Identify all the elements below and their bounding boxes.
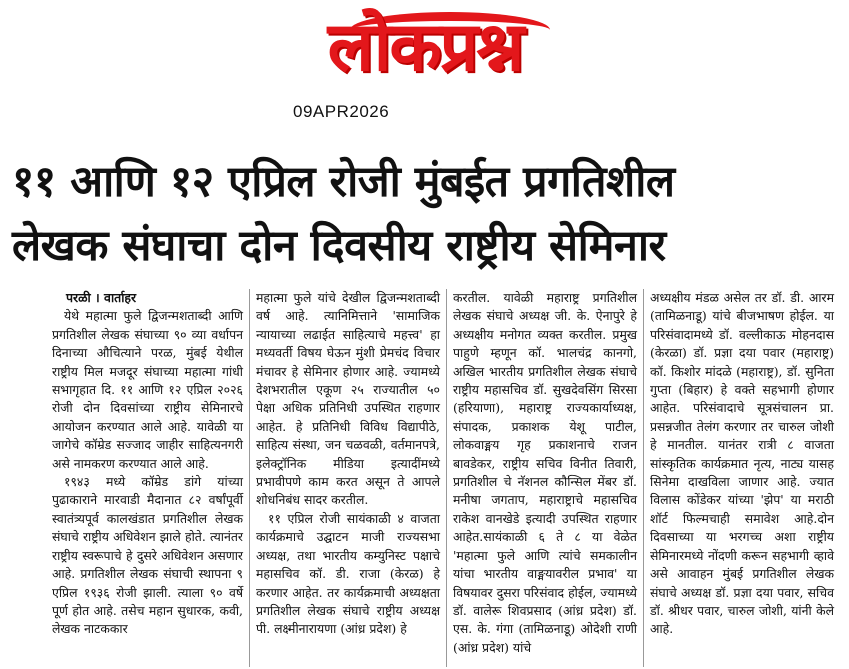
article-column-3 [446,289,643,667]
paragraph: येथे महात्मा फुले द्विजन्मशताब्दी आणि प्रगतिशील लेखक संघाच्या ९० व्या वर्धापन दिनाच्या औचित्याने परळ, मुंबई येथील राष्ट्रीय मिल मजदूर संघाच्या महात्मा गांधी सभागृहात दि. ११ आणि १२ एप्रिल २०२६ रोजी दोन दिवसांच्या राष्ट्रीय सेमिनारचे आयोजन करण्यात आले आहे. यावेळी या जागेचे कॉम्रेड सज्जाद जाहीर साहित्यनगरी असे नामकरण करण्यात आले आहे. [52,308,243,471]
headline [12,150,842,278]
article-column-1 [52,289,249,667]
paragraph: करतील. यावेळी महाराष्ट्र प्रगतिशील लेखक संघाचे अध्यक्ष जी. के. ऐनापुरे हे अध्यक्षीय मनोगत व्यक्त करतील. प्रमुख पाहुणे म्हणून कॉ. भालचंद्र कानगो, अखिल भारतीय प्रगतिशील लेखक संघाचे राष्ट्रीय महासचिव डॉ. सुखदेवसिंग सिरसा (हरियाणा), महाराष्ट्र राज्यकार्याध्यक्ष, संपादक, प्रकाशक येशू पाटील, लोकवाङ्मय गृह प्रकाशनाचे राजन बावडेकर, राष्ट्रीय सचिव विनीत तिवारी, प्रगतिशील चे नॅशनल कौन्सिल मेंबर डॉ. मनीषा जगताप, महाराष्ट्राचे महासचिव राकेश वानखेडे इत्यादी उपस्थित राहणार आहेत.सायंकाळी ६ ते ८ या वेळेत 'महात्मा फुले आणि त्यांचे समकालीन यांचा भारतीय वाङ्मयावरील प्रभाव' या विषयावर दुसरा परिसंवाद होईल, ज्यामध्ये डॉ. वालेरू शिवप्रसाद (आंध्र प्रदेश) डॉ. एस. के. गंगा (तामिळनाडू) ओदेशी राणी (आंध्र प्रदेश) यांचे [453,290,637,655]
paragraph: अध्यक्षीय मंडळ असेल तर डॉ. डी. आरम (तामिळनाडू) यांचे बीजभाषण होईल. या परिसंवादामध्ये डॉ. वल्लीकाऊ मोहनदास (केरळा) डॉ. प्रज्ञा दया पवार (महाराष्ट्र) कॉ. किशोर मांदळे (महाराष्ट्र), डॉ. सुनिता गुप्ता (बिहार) हे वक्ते सहभागी होणार आहेत. परिसंवादाचे सूत्रसंचालन प्रा. प्रसन्नजीत तेलंग करणार तर चारुल जोशी हे मानतील. यानंतर रात्री ८ वाजता सांस्कृतिक कार्यक्रमात नृत्य, नाट्य यासह सिनेमा दाखविला जाणार आहे. ज्यात विलास कोंडेकर यांच्या 'झेप' या मराठी शॉर्ट फिल्मचाही समावेश आहे.दोन दिवसाच्या या भरगच्च अशा राष्ट्रीय सेमिनारमध्ये नोंदणी करून सहभागी व्हावे असे आवाहन मुंबई प्रगतिशील लेखक संघाचे अध्यक्ष डॉ. प्रज्ञा दया पवार, सचिव डॉ. श्रीधर पवार, चारुल जोशी, यांनी केले आहे. [650,290,834,637]
article-column-2 [249,289,446,667]
article-column-4 [643,289,840,667]
headline-line-1: ११ आणि १२ एप्रिल रोजी मुंबईत प्रगतिशील [12,157,675,207]
edition-date: 09APR2026 [293,102,390,121]
paragraph: महात्मा फुले यांचे देखील द्विजन्मशताब्दी वर्ष आहे. त्यानिमित्ताने 'सामाजिक न्यायाच्या लढाईत साहित्याचे महत्त्व' हा मध्यवर्ती विषय घेऊन मुंशी प्रेमचंद विचार मंचावर हे सेमिनार होणार आहे. ज्यामध्ये देशभरातील एकूण २५ राज्यातील ५० पेक्षा अधिक प्रतिनिधी उपस्थित राहणार आहेत. हे प्रतिनिधी विविध विद्यापीठे, साहित्य संस्था, जन चळवळी, वर्तमानपत्रे, इलेक्ट्रॉनिक मीडिया इत्यादींमध्ये प्रभावीपणे काम करत असून ते आपले शोधनिबंध सादर करतील. [256,290,440,508]
headline-line-2: लेखक संघाचा दोन दिवसीय राष्ट्रीय सेमिनार [12,221,666,271]
masthead [280,2,570,102]
newspaper-logo: लोकप्रश्न [327,8,523,87]
paragraph: ११ एप्रिल रोजी सायंकाळी ४ वाजता कार्यक्रमाचे उद्घाटन माजी राज्यसभा अध्यक्ष, तथा भारतीय कम्युनिस्ट पक्षाचे महासचिव कॉ. डी. राजा (केरळ) हे करणार आहेत. तर कार्यक्रमाची अध्यक्षता प्रगतिशील लेखक संघाचे राष्ट्रीय अध्यक्ष पी. लक्ष्मीनारायणा (आंध्र प्रदेश) हे [256,510,440,637]
byline: परळी । वार्ताहर [66,290,137,305]
paragraph: १९४३ मध्ये कॉम्रेड डांगे यांच्या पुढाकाराने मारवाडी मैदानात ८२ वर्षांपूर्वी स्वातंत्र्यपूर्व कालखंडात प्रगतिशील लेखक संघाचे राष्ट्रीय अधिवेशन झाले होते. त्यानंतर राष्ट्रीय स्वरूपाचे हे दुसरे अधिवेशन असणार आहे. प्रगतिशील लेखक संघाची स्थापना ९ एप्रिल १९३६ रोजी झाली. त्याला ९० वर्षे पूर्ण होत आहे. तसेच महान सुधारक, कवी, लेखक नाटककार [52,474,243,637]
article-body [52,289,840,667]
